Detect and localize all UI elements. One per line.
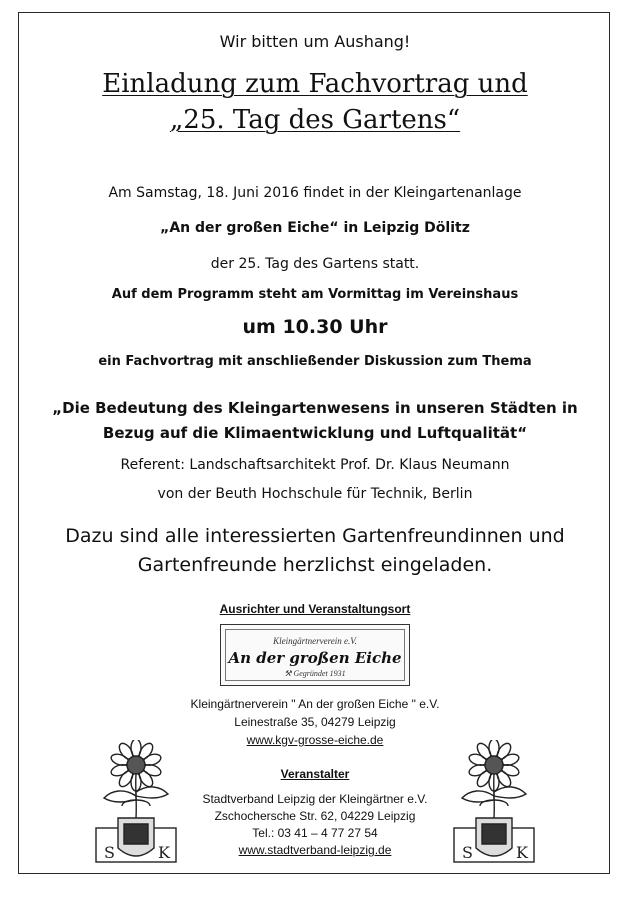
- title-line-1: [0, 68, 630, 100]
- club-logo: [220, 624, 410, 686]
- organizer-heading: Veranstalter: [280, 767, 350, 781]
- organizer-phone: Tel.: 03 41 – 4 77 27 54: [252, 826, 378, 840]
- logo-club-name: An der großen Eiche: [228, 649, 402, 667]
- invitation-line-1: Dazu sind alle interessierten Gartenfreundinnen und: [65, 525, 565, 547]
- title-line-2: [0, 104, 630, 136]
- organizer-website-link[interactable]: www.stadtverband-leipzig.de: [238, 843, 392, 857]
- organizer-name: Stadtverband Leipzig der Kleingärtner e.V.: [202, 792, 428, 806]
- invitation-line-2: Gartenfreunde herzlichst eingeladen.: [137, 554, 493, 576]
- sunflower-emblem-icon: [446, 740, 542, 868]
- host-website-link[interactable]: www.kgv-grosse-eiche.de: [246, 733, 384, 747]
- speaker-line-2: von der Beuth Hochschule für Technik, Berlin: [157, 486, 473, 502]
- emblem-letter-k: K: [516, 843, 528, 862]
- logo-club-type: Kleingärtnerverein e.V.: [273, 636, 357, 646]
- title-text-1: Einladung zum Fachvortrag und: [102, 69, 528, 99]
- host-address: Leinestraße 35, 04279 Leipzig: [234, 715, 396, 729]
- emblem-letter-s: S: [104, 843, 115, 862]
- logo-founded-text: Gegründet 1931: [293, 669, 346, 678]
- title-text-2: „25. Tag des Gartens“: [169, 105, 461, 135]
- host-name: Kleingärtnerverein " An der großen Eiche " e.V.: [190, 697, 440, 711]
- host-heading: Ausrichter und Veranstaltungsort: [219, 602, 411, 616]
- topic-line-1: „Die Bedeutung des Kleingartenwesens in unseren Städten in: [52, 399, 578, 417]
- emblem-letter-s: S: [462, 843, 473, 862]
- event-time: um 10.30 Uhr: [242, 316, 388, 338]
- crossed-hammers-icon: ⚒: [284, 669, 294, 678]
- topic-line-2: Bezug auf die Klimaentwicklung und Luftqualität“: [102, 424, 528, 442]
- aushang-request: Wir bitten um Aushang!: [219, 32, 411, 51]
- organizer-address: Zschochersche Str. 62, 04229 Leipzig: [214, 809, 416, 823]
- speaker-line-1: Referent: Landschaftsarchitekt Prof. Dr. Klaus Neumann: [120, 457, 510, 473]
- event-statement: der 25. Tag des Gartens statt.: [210, 256, 420, 272]
- lecture-intro: ein Fachvortrag mit anschließender Diskussion zum Thema: [98, 354, 532, 369]
- event-date-line: Am Samstag, 18. Juni 2016 findet in der Kleingartenanlage: [108, 185, 522, 201]
- program-line: Auf dem Programm steht am Vormittag im Vereinshaus: [111, 287, 519, 302]
- event-venue: „An der großen Eiche“ in Leipzig Dölitz: [160, 220, 470, 236]
- sunflower-emblem-icon: [88, 740, 184, 868]
- logo-founded: [226, 669, 404, 678]
- emblem-letter-k: K: [158, 843, 170, 862]
- club-logo-frame: [225, 629, 405, 681]
